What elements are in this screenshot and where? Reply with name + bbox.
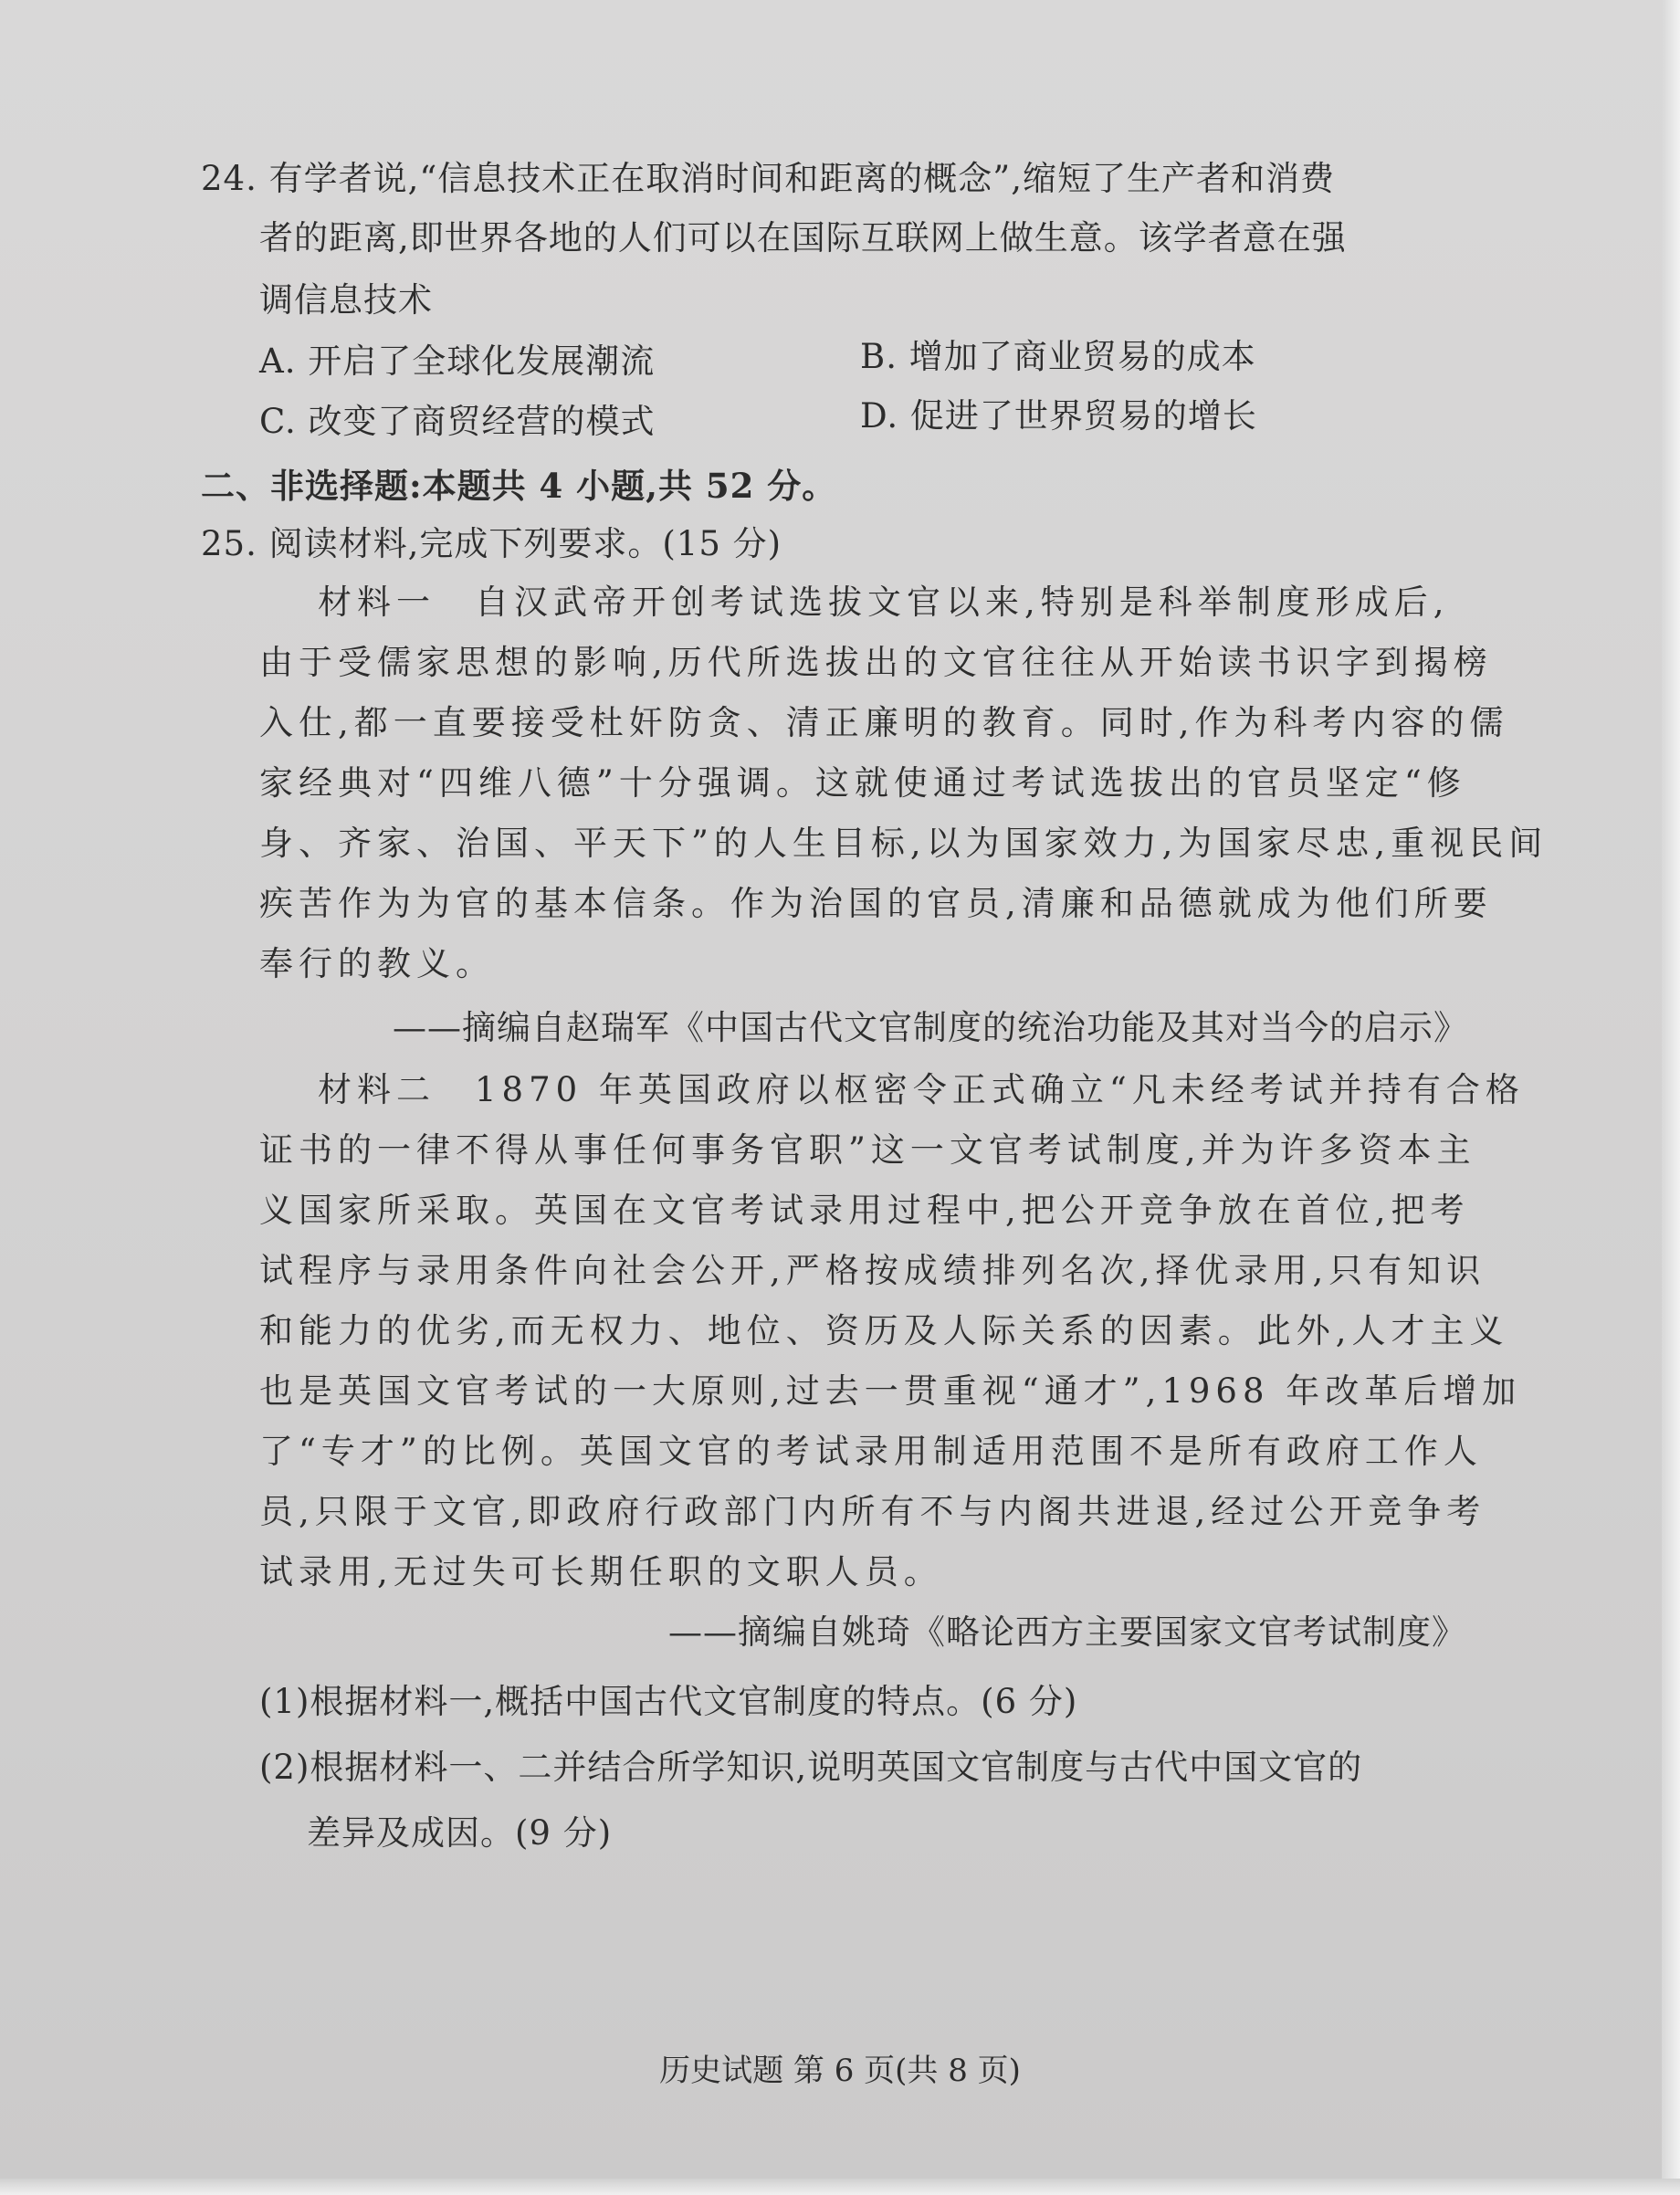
q24-stem-line: 24. 有学者说,“信息技术正在取消时间和距离的概念”,缩短了生产者和消费 (201, 159, 1335, 198)
q25-subquestion-1: (1)根据材料一,概括中国古代文官制度的特点。(6 分) (259, 1682, 1078, 1721)
material1-line: 家经典对“四维八德”十分强调。这就使通过考试选拔出的官员坚定“修 (259, 763, 1466, 803)
material1-line: 入仕,都一直要接受杜奸防贪、清正廉明的教育。同时,作为科考内容的儒 (259, 703, 1509, 742)
material2-line: 材料二 1870 年英国政府以枢密令正式确立“凡未经考试并持有合格 (318, 1070, 1525, 1109)
page-footer: 历史试题 第 6 页(共 8 页) (659, 2053, 1021, 2089)
paper-edge-bottom (0, 2179, 1680, 2195)
q25-subquestion-2-cont: 差异及成因。(9 分) (307, 1813, 613, 1853)
q24-option-a: A. 开启了全球化发展潮流 (259, 341, 656, 381)
material2-source: ——摘编自姚琦《略论西方主要国家文官考试制度》 (668, 1612, 1466, 1652)
material2-line: 义国家所采取。英国在文官考试录用过程中,把公开竞争放在首位,把考 (259, 1191, 1470, 1230)
q24-option-d: D. 促进了世界贸易的增长 (860, 396, 1257, 436)
material1-source: ——摘编自赵瑞军《中国古代文官制度的统治功能及其对当今的启示》 (393, 1008, 1468, 1047)
q25-intro: 25. 阅读材料,完成下列要求。(15 分) (201, 524, 782, 563)
material2-line: 试程序与录用条件向社会公开,严格按成绩排列名次,择优录用,只有知识 (259, 1251, 1486, 1290)
material1-line: 身、齐家、治国、平天下”的人生目标,以为国家效力,为国家尽忠,重视民间 (259, 824, 1549, 863)
q24-stem-line: 调信息技术 (259, 280, 433, 320)
material2-line: 证书的一律不得从事任何事务官职”这一文官考试制度,并为许多资本主 (259, 1130, 1476, 1170)
paper-edge (1662, 0, 1680, 2195)
q24-stem-line: 者的距离,即世界各地的人们可以在国际互联网上做生意。该学者意在强 (259, 218, 1347, 257)
q24-option-c: C. 改变了商贸经营的模式 (259, 402, 656, 441)
q24-option-b: B. 增加了商业贸易的成本 (860, 337, 1256, 376)
material2-line: 试录用,无过失可长期任职的文职人员。 (259, 1552, 943, 1591)
material1-line: 材料一 自汉武帝开创考试选拔文官以来,特别是科举制度形成后, (318, 583, 1450, 622)
material2-line: 了“专才”的比例。英国文官的考试录用制适用范围不是所有政府工作人 (259, 1432, 1483, 1471)
material1-line: 由于受儒家思想的影响,历代所选拔出的文官往往从开始读书识字到揭榜 (259, 643, 1493, 682)
material1-line: 奉行的教义。 (259, 944, 495, 983)
q25-subquestion-2: (2)根据材料一、二并结合所学知识,说明英国文官制度与古代中国文官的 (259, 1748, 1363, 1787)
material1-line: 疾苦作为为官的基本信条。作为治国的官员,清廉和品德就成为他们所要 (259, 884, 1493, 923)
material2-line: 和能力的优劣,而无权力、地位、资历及人际关系的因素。此外,人才主义 (259, 1311, 1509, 1350)
section-heading: 二、非选择题:本题共 4 小题,共 52 分。 (201, 466, 837, 506)
material2-line: 也是英国文官考试的一大原则,过去一贯重视“通才”,1968 年改革后增加 (259, 1371, 1522, 1411)
material2-line: 员,只限于文官,即政府行政部门内所有不与内阁共进退,经过公开竞争考 (259, 1492, 1486, 1531)
